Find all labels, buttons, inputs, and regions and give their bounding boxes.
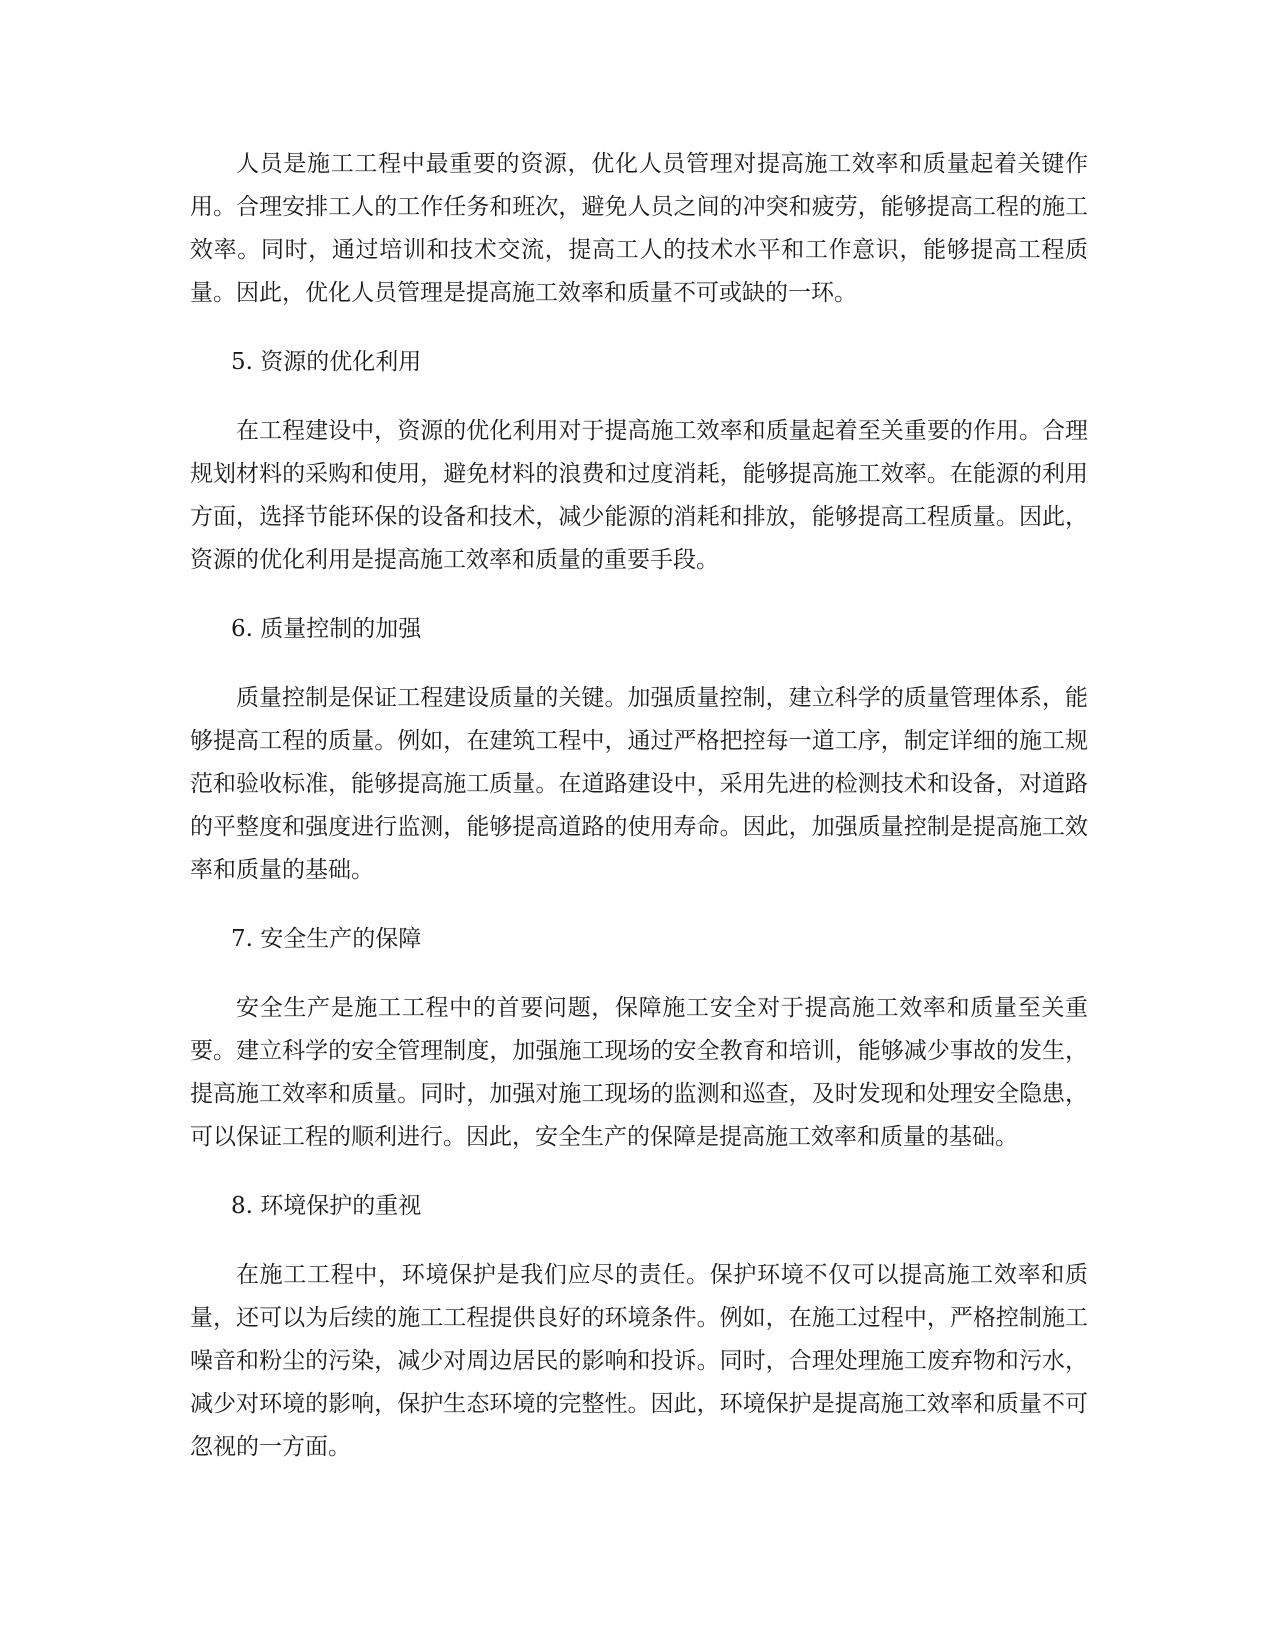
section-heading-6: 6. 质量控制的加强 [231, 616, 422, 642]
section-heading-5: 5. 资源的优化利用 [231, 349, 422, 375]
paragraph-resource-optimization: 在工程建设中，资源的优化利用对于提高施工效率和质量起着至关重要的作用。合理规划材料的采购和使用，避免材料的浪费和过度消耗，能够提高施工效率。在能源的利用方面，选择节能环保的设备和技术，减少能源的消耗和排放，能够提高工程质量。因此，资源的优化利用是提高施工效率和质量的重要手段。 [190, 418, 1088, 573]
paragraph-environmental-protection: 在施工工程中，环境保护是我们应尽的责任。保护环境不仅可以提高施工效率和质量，还可以为后续的施工工程提供良好的环境条件。例如，在施工过程中，严格控制施工噪音和粉尘的污染，减少对周边居民的影响和投诉。同时，合理处理施工废弃物和污水，减少对环境的影响，保护生态环境的完整性。因此，环境保护是提高施工效率和质量不可忽视的一方面。 [190, 1262, 1088, 1460]
paragraph-personnel-management: 人员是施工工程中最重要的资源，优化人员管理对提高施工效率和质量起着关键作用。合理安排工人的工作任务和班次，避免人员之间的冲突和疲劳，能够提高工程的施工效率。同时，通过培训和技术交流，提高工人的技术水平和工作意识，能够提高工程质量。因此，优化人员管理是提高施工效率和质量不可或缺的一环。 [190, 151, 1088, 306]
section-heading-7: 7. 安全生产的保障 [231, 926, 422, 952]
paragraph-safety-production: 安全生产是施工工程中的首要问题，保障施工安全对于提高施工效率和质量至关重要。建立科学的安全管理制度，加强施工现场的安全教育和培训，能够减少事故的发生，提高施工效率和质量。同时，加强对施工现场的监测和巡查，及时发现和处理安全隐患，可以保证工程的顺利进行。因此，安全生产的保障是提高施工效率和质量的基础。 [190, 995, 1088, 1150]
paragraph-quality-control: 质量控制是保证工程建设质量的关键。加强质量控制，建立科学的质量管理体系，能够提高工程的质量。例如，在建筑工程中，通过严格把控每一道工序，制定详细的施工规范和验收标准，能够提高施工质量。在道路建设中，采用先进的检测技术和设备，对道路的平整度和强度进行监测，能够提高道路的使用寿命。因此，加强质量控制是提高施工效率和质量的基础。 [190, 685, 1088, 883]
document-body [190, 143, 1088, 1495]
section-heading-8: 8. 环境保护的重视 [231, 1193, 422, 1219]
